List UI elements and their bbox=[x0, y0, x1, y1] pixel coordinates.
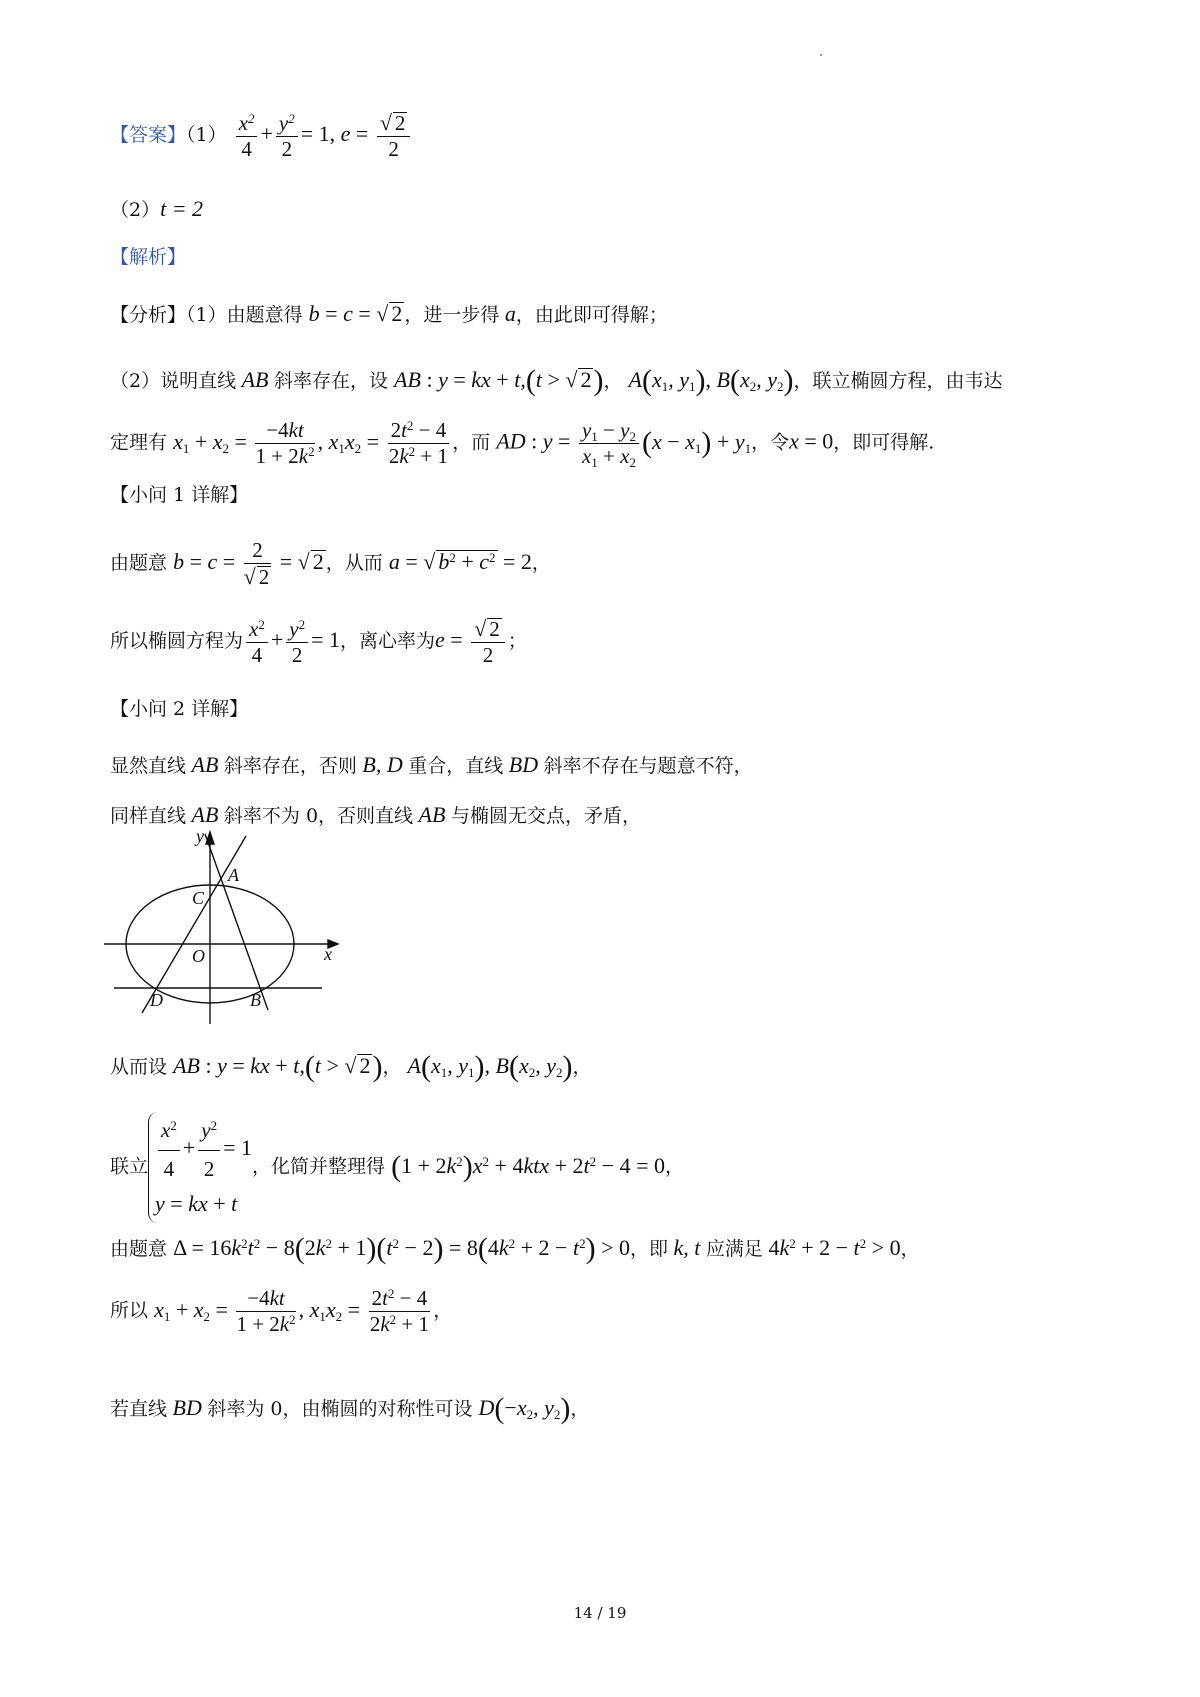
analysis-text: ，即可得解. bbox=[833, 431, 935, 454]
jiexi-tag: 【解析】 bbox=[110, 246, 187, 268]
q2-line-4: 联立 $\frac{x^2}{4}$ + $\frac{y^2}{2}$ = 1 y = kx + t ，化简并整理得 $(1 + 2k^2)x^2 + 4ktx + 2t^2 - 4 = 0$， bbox=[110, 1112, 684, 1223]
q2-text: 应满足 bbox=[705, 1238, 763, 1260]
q2-text: ， bbox=[433, 1299, 453, 1322]
q2-line-3: 从而设 AB : y = kx + t,(t > √ 2)， $A(x_1$, $y_1$), $B(x_2$, $y_2$)， bbox=[110, 1050, 592, 1083]
q2-text: ， bbox=[382, 1056, 402, 1078]
q1-text: ，离心率为 bbox=[340, 630, 436, 652]
q1-line-2: 所以椭圆方程为 $\frac{x^2}{4}$ + $\frac{y^2}{2}$ = 1，离心率为e = $\frac{√ 2}{2}$ ； bbox=[110, 616, 527, 667]
label-x: x bbox=[324, 944, 332, 964]
q2-text: ， bbox=[572, 1056, 592, 1078]
analysis-tag: 【分析】 bbox=[110, 304, 187, 326]
label-o: O bbox=[192, 946, 205, 966]
page-number: 14 / 19 bbox=[573, 1604, 627, 1622]
q1-text: 由题意 bbox=[110, 552, 168, 574]
analysis-text: ，进一步得 bbox=[404, 304, 500, 326]
analysis-line-3: 定理有 $x_1 + x_2$ = $\frac{-4kt}{1 + 2k^2}$ , $x_1x_2$ = $\frac{2t^2 - 4}{2k^2 + 1}$ ，而 AD : y = $\frac{y_1 - y_2}{x_1 + x_2}$ $(x - x_1) + y_1$，令x = 0，即可得解. bbox=[110, 417, 935, 470]
q2-text: 所以 bbox=[110, 1299, 149, 1322]
q2-text: 由题意 bbox=[110, 1238, 168, 1260]
analysis-text: 斜率存在，设 bbox=[273, 370, 388, 392]
analysis-text: 定理有 bbox=[110, 431, 168, 454]
q2-text: 与椭圆无交点，矛盾， bbox=[450, 805, 641, 827]
q2-text: ，即 bbox=[630, 1238, 669, 1260]
answer-tag: 【答案】 bbox=[110, 124, 187, 146]
analysis-text: ，而 bbox=[452, 431, 491, 454]
analysis-text: （1）由题意得 bbox=[186, 304, 303, 326]
answer-part1-label: （1） bbox=[186, 124, 227, 146]
label-y: y bbox=[196, 828, 204, 846]
q1-title: 【小问 1 详解】 bbox=[110, 484, 249, 506]
q2-text: 斜率为 0，由椭圆的对称性可设 bbox=[207, 1398, 473, 1420]
q2-text: 斜率存在，否则 bbox=[223, 755, 357, 777]
answer-part2-label: （2） bbox=[110, 199, 161, 221]
label-c: C bbox=[192, 888, 205, 908]
analysis-text: ，由此即可得解； bbox=[515, 304, 668, 326]
line-ad bbox=[142, 836, 246, 1013]
q2-line-6: 所以 $x_1 + x_2$ = $\frac{-4kt}{1 + 2k^2}$ , $x_1x_2$ = $\frac{2t^2 - 4}{2k^2 + 1}$ ， bbox=[110, 1285, 453, 1336]
q2-text: ， bbox=[900, 1238, 920, 1260]
q2-title: 【小问 2 详解】 bbox=[110, 698, 249, 720]
analysis-text: ，令 bbox=[751, 431, 790, 454]
q2-line-1: 显然直线 AB 斜率存在，否则 B, D 重合，直线 BD 斜率不存在与题意不符， bbox=[110, 752, 753, 777]
q1-text: ， bbox=[531, 552, 551, 574]
q2-text: 显然直线 bbox=[110, 755, 187, 777]
q1-text: 所以椭圆方程为 bbox=[110, 630, 244, 652]
label-b: B bbox=[250, 990, 261, 1010]
q1-text: ，从而 bbox=[325, 552, 383, 574]
answer-part2-eq: t = 2 bbox=[160, 196, 204, 221]
q2-line-7: 若直线 BD 斜率为 0，由椭圆的对称性可设 $D(-x_2$, $y_2$)， bbox=[110, 1392, 590, 1425]
q2-text: ， bbox=[570, 1398, 590, 1420]
answer-line-2 bbox=[110, 198, 203, 220]
analysis-line-1: 【分析】（1）由题意得 b = c = √ 2 ，进一步得 a，由此即可得解； bbox=[110, 301, 668, 326]
q2-line-5: 由题意 $\Delta = 16k^2t^2 - 8(2k^2 + 1)(t^2 - 2) = 8(4k^2 + 2 - t^2) > 0$，即 k, t 应满足 $4k^2 + 2 - t^2 > 0$， bbox=[110, 1232, 920, 1265]
q2-line-2: 同样直线 AB 斜率不为 0，否则直线 AB 与椭圆无交点，矛盾， bbox=[110, 802, 641, 827]
q2-text: 同样直线 bbox=[110, 805, 187, 827]
q2-text: 斜率不为 0，否则直线 bbox=[223, 805, 414, 827]
analysis-line-2: （2）说明直线 AB 斜率存在，设 AB : y = kx + t,(t > √ 2)， $A(x_1$, $y_1$), $B(x_2$, $y_2$)，联立椭圆方程，由韦达 bbox=[110, 364, 1003, 397]
dot-mark bbox=[820, 54, 822, 56]
answer-line-1: 【答案】（1） $\frac{x^2}{4}$ + $\frac{y^2}{2}$ = 1, e = $\frac{√ 2}{2}$ bbox=[110, 112, 413, 160]
analysis-text: ，联立椭圆方程，由韦达 bbox=[793, 370, 1003, 392]
label-d: D bbox=[150, 990, 163, 1010]
q2-text: 重合，直线 bbox=[408, 755, 504, 777]
q2-text: 从而设 bbox=[110, 1056, 168, 1078]
label-a: A bbox=[228, 865, 239, 885]
q2-text: ， bbox=[664, 1155, 684, 1178]
analysis-text: （2）说明直线 bbox=[110, 370, 237, 392]
line-ab bbox=[205, 834, 268, 1010]
q2-text: 若直线 bbox=[110, 1398, 168, 1420]
q2-text: 联立 bbox=[110, 1155, 149, 1178]
q1-text: ； bbox=[507, 630, 527, 652]
ellipse-figure bbox=[100, 828, 360, 1028]
q1-line-1: 由题意 b = c = $\frac{2}{√ 2}$ = √ 2 ，从而 a = √ $b^2 + c^2 = 2$， bbox=[110, 538, 551, 589]
q2-text: 斜率不存在与题意不符， bbox=[543, 755, 753, 777]
q2-text: ，化简并整理得 bbox=[252, 1155, 386, 1178]
